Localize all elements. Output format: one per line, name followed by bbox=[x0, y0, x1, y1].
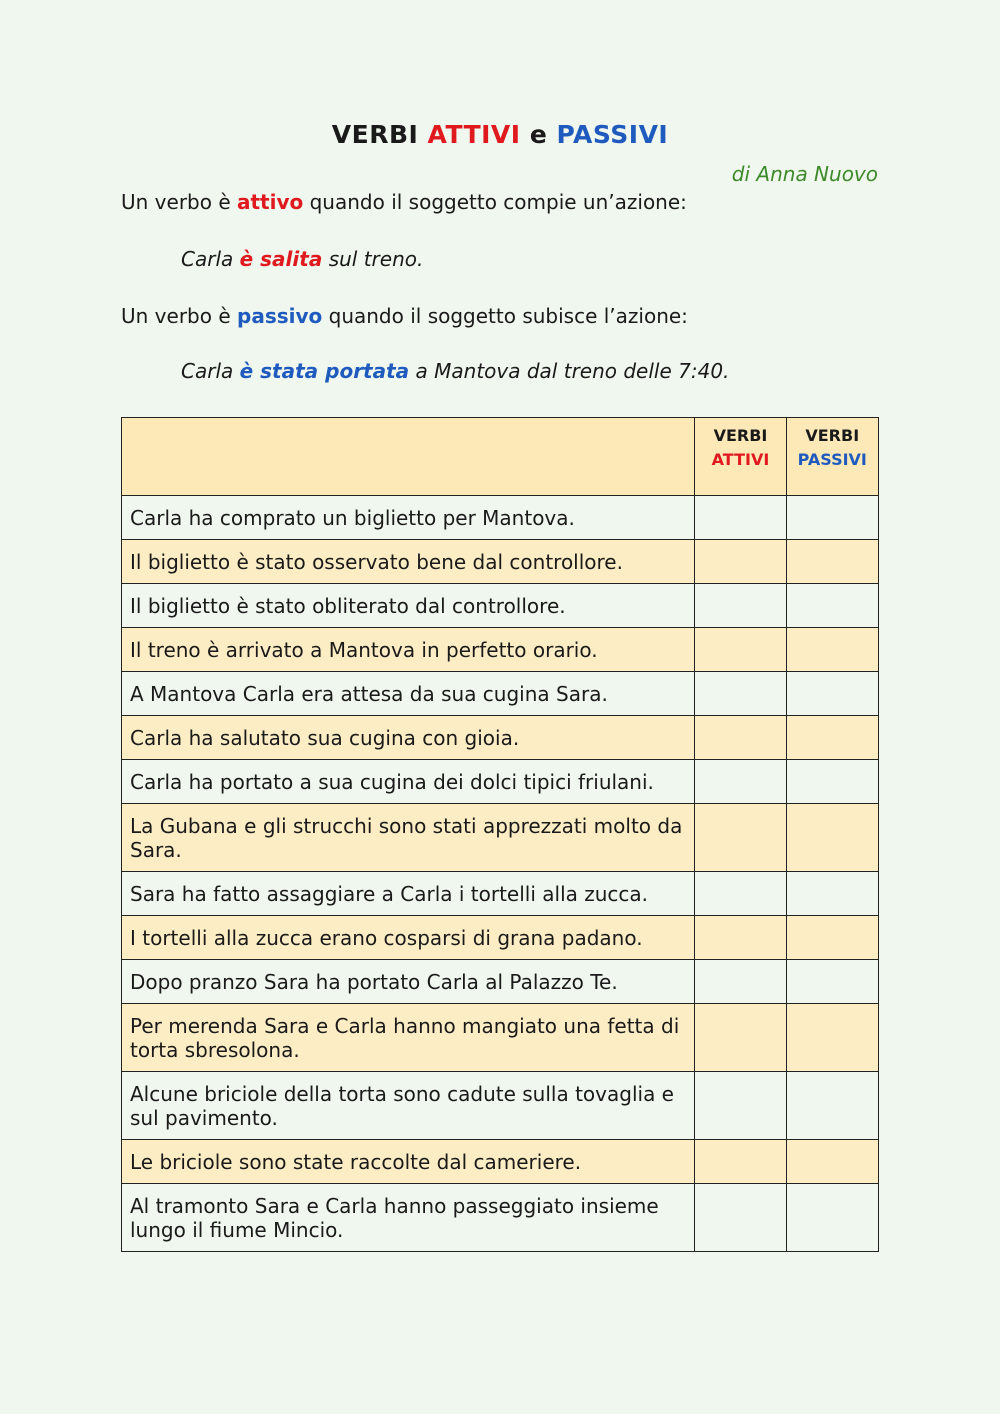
active-example bbox=[181, 247, 423, 271]
passivi-answer-cell[interactable] bbox=[786, 804, 878, 872]
page-title bbox=[0, 120, 1000, 149]
sentence-cell: Carla ha salutato sua cugina con gioia. bbox=[122, 716, 695, 760]
table-row bbox=[122, 872, 879, 916]
attivi-answer-cell[interactable] bbox=[695, 1072, 786, 1140]
attivi-answer-cell[interactable] bbox=[695, 1004, 786, 1072]
passivi-answer-cell[interactable] bbox=[786, 716, 878, 760]
attivi-answer-cell[interactable] bbox=[695, 960, 786, 1004]
attivi-answer-cell[interactable] bbox=[695, 760, 786, 804]
active-rule-before: Un verbo è bbox=[121, 190, 231, 214]
passive-example-subject: Carla bbox=[181, 359, 234, 383]
passivi-answer-cell[interactable] bbox=[786, 540, 878, 584]
sentence-cell: La Gubana e gli strucchi sono stati apprezzati molto da Sara. bbox=[122, 804, 695, 872]
exercise-table bbox=[121, 417, 879, 1252]
table-header-row bbox=[122, 418, 879, 496]
table-row bbox=[122, 1072, 879, 1140]
active-rule bbox=[121, 190, 687, 214]
title-e: e bbox=[529, 120, 548, 149]
passivi-answer-cell[interactable] bbox=[786, 1184, 878, 1252]
sentence-cell: Dopo pranzo Sara ha portato Carla al Palazzo Te. bbox=[122, 960, 695, 1004]
table-row bbox=[122, 540, 879, 584]
table-row bbox=[122, 804, 879, 872]
attivi-answer-cell[interactable] bbox=[695, 672, 786, 716]
active-example-rest: sul treno. bbox=[328, 247, 424, 271]
table-row bbox=[122, 1140, 879, 1184]
sentence-cell: Il biglietto è stato obliterato dal controllore. bbox=[122, 584, 695, 628]
passivi-answer-cell[interactable] bbox=[786, 760, 878, 804]
passivi-answer-cell[interactable] bbox=[786, 960, 878, 1004]
passivi-answer-cell[interactable] bbox=[786, 496, 878, 540]
passivi-answer-cell[interactable] bbox=[786, 628, 878, 672]
table-row bbox=[122, 628, 879, 672]
active-example-verb: è salita bbox=[239, 247, 323, 271]
sentence-cell: A Mantova Carla era attesa da sua cugina Sara. bbox=[122, 672, 695, 716]
passive-rule bbox=[121, 304, 688, 328]
sentence-cell: Alcune briciole della torta sono cadute sulla tovaglia e sul pavimento. bbox=[122, 1072, 695, 1140]
active-rule-after: quando il soggetto compie un’azione: bbox=[309, 190, 687, 214]
sentence-cell: Il biglietto è stato osservato bene dal controllore. bbox=[122, 540, 695, 584]
header-attivi bbox=[695, 418, 786, 496]
active-keyword: attivo bbox=[237, 190, 304, 214]
attivi-answer-cell[interactable] bbox=[695, 1140, 786, 1184]
passivi-answer-cell[interactable] bbox=[786, 1004, 878, 1072]
table-row bbox=[122, 960, 879, 1004]
active-example-subject: Carla bbox=[181, 247, 234, 271]
attivi-answer-cell[interactable] bbox=[695, 628, 786, 672]
table-row bbox=[122, 716, 879, 760]
author-credit: di Anna Nuovo bbox=[731, 162, 878, 186]
header-attivi-line2: ATTIVI bbox=[711, 450, 770, 469]
sentence-cell: Carla ha comprato un biglietto per Mantova. bbox=[122, 496, 695, 540]
sentence-cell: Carla ha portato a sua cugina dei dolci tipici friulani. bbox=[122, 760, 695, 804]
table-row bbox=[122, 916, 879, 960]
header-empty-cell bbox=[122, 418, 695, 496]
attivi-answer-cell[interactable] bbox=[695, 716, 786, 760]
passivi-answer-cell[interactable] bbox=[786, 916, 878, 960]
attivi-answer-cell[interactable] bbox=[695, 1184, 786, 1252]
sentence-cell: Al tramonto Sara e Carla hanno passeggiato insieme lungo il fiume Mincio. bbox=[122, 1184, 695, 1252]
passivi-answer-cell[interactable] bbox=[786, 1140, 878, 1184]
attivi-answer-cell[interactable] bbox=[695, 584, 786, 628]
passivi-answer-cell[interactable] bbox=[786, 872, 878, 916]
passivi-answer-cell[interactable] bbox=[786, 672, 878, 716]
passive-rule-after: quando il soggetto subisce l’azione: bbox=[328, 304, 688, 328]
table-row bbox=[122, 760, 879, 804]
table-row bbox=[122, 672, 879, 716]
table-row bbox=[122, 584, 879, 628]
table-row bbox=[122, 496, 879, 540]
attivi-answer-cell[interactable] bbox=[695, 872, 786, 916]
table-row bbox=[122, 1184, 879, 1252]
title-verbi: VERBI bbox=[331, 120, 419, 149]
sentence-cell: I tortelli alla zucca erano cosparsi di grana padano. bbox=[122, 916, 695, 960]
passivi-answer-cell[interactable] bbox=[786, 1072, 878, 1140]
passivi-answer-cell[interactable] bbox=[786, 584, 878, 628]
sentence-cell: Per merenda Sara e Carla hanno mangiato una fetta di torta sbresolona. bbox=[122, 1004, 695, 1072]
title-passivi: PASSIVI bbox=[556, 120, 669, 149]
attivi-answer-cell[interactable] bbox=[695, 540, 786, 584]
sentence-cell: Sara ha fatto assaggiare a Carla i tortelli alla zucca. bbox=[122, 872, 695, 916]
attivi-answer-cell[interactable] bbox=[695, 496, 786, 540]
passive-example-verb: è stata portata bbox=[239, 359, 410, 383]
passive-example-rest: a Mantova dal treno delle 7:40. bbox=[415, 359, 730, 383]
title-attivi: ATTIVI bbox=[427, 120, 521, 149]
attivi-answer-cell[interactable] bbox=[695, 804, 786, 872]
header-passivi-line1: VERBI bbox=[805, 426, 860, 445]
header-passivi-line2: PASSIVI bbox=[797, 450, 867, 469]
passive-keyword: passivo bbox=[237, 304, 323, 328]
attivi-answer-cell[interactable] bbox=[695, 916, 786, 960]
sentence-cell: Le briciole sono state raccolte dal cameriere. bbox=[122, 1140, 695, 1184]
table-row bbox=[122, 1004, 879, 1072]
sentence-cell: Il treno è arrivato a Mantova in perfetto orario. bbox=[122, 628, 695, 672]
passive-example bbox=[181, 359, 729, 383]
header-passivi bbox=[786, 418, 878, 496]
header-attivi-line1: VERBI bbox=[713, 426, 768, 445]
passive-rule-before: Un verbo è bbox=[121, 304, 231, 328]
